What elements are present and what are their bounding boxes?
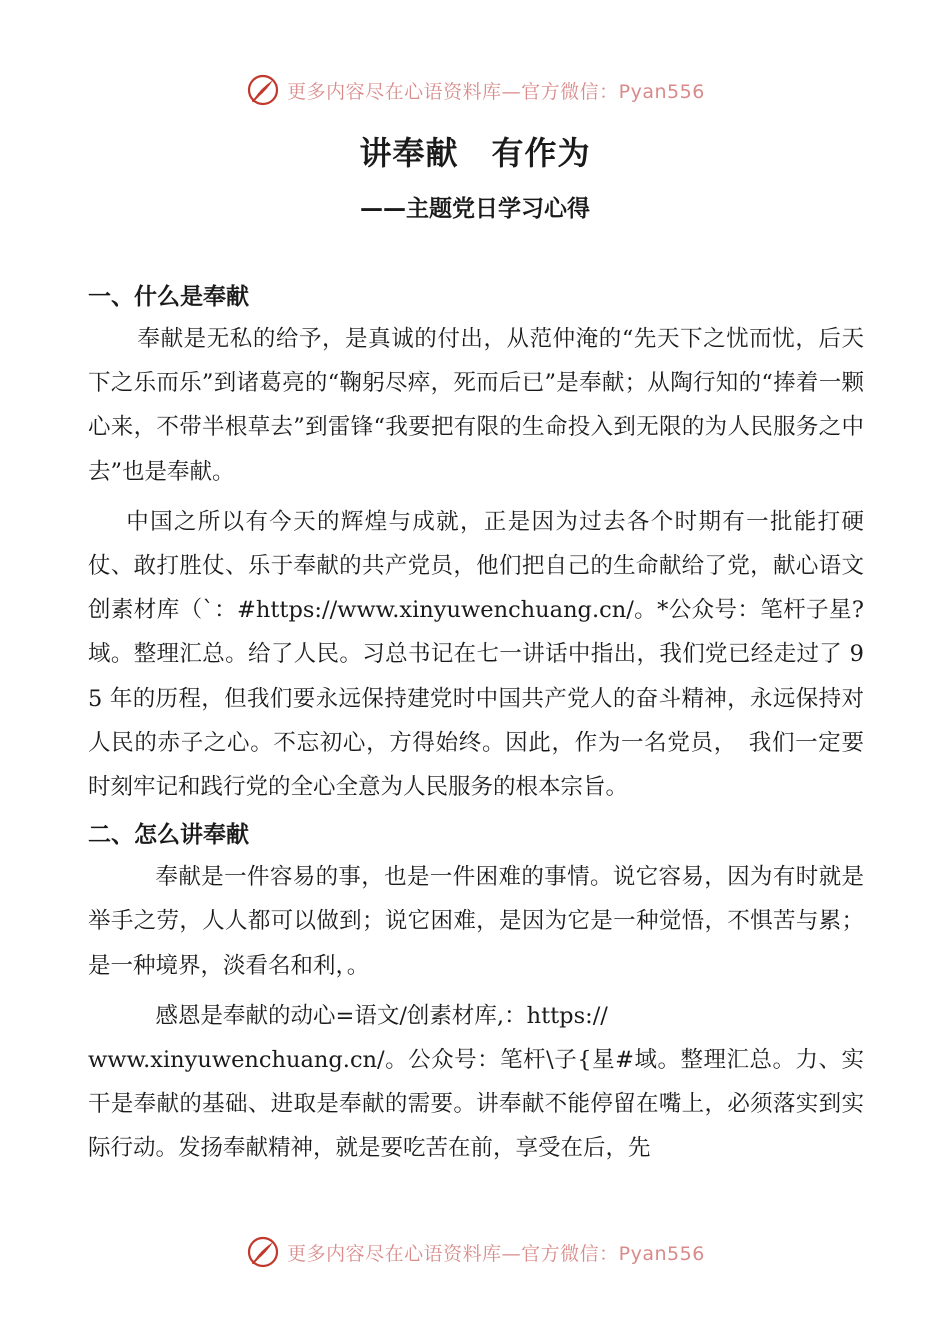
watermark-label: 更多内容尽在心语资料库—官方微信： bbox=[287, 1242, 619, 1265]
quill-logo-icon bbox=[245, 72, 281, 108]
section2-paragraph-2-line1: 感恩是奉献的动心=语文/创素材库,：https:// bbox=[155, 1002, 608, 1029]
section1-paragraph-2: 中国之所以有今天的辉煌与成就，正是因为过去各个时期有一批能打硬仗、敢打胜仗、乐于奉献的共产党员，他们把自己的生命献给了党，献心语文创素材库（`：#https://www.xinyuwenchuang.cn/。*公众号：笔杆子星?域。整理汇总。给了人民。习总书记在七一讲话中指出，我们党已经走过了 95 年的历程，但我们要永远保持建党时中国共产党人的奋斗精神，永远保持对人民的赤子之心。不忘初心，方得始终。因此，作为一名党员， 我们一定要时刻牢记和践行党的全心全意为人民服务的根本宗旨。 bbox=[88, 508, 864, 801]
bottom-watermark-banner bbox=[0, 1232, 950, 1272]
section-heading-2: 二、怎么讲奉献 bbox=[88, 822, 249, 849]
page-title: 讲奉献 有作为 bbox=[359, 134, 591, 172]
watermark-handle: Pyan556 bbox=[618, 1242, 705, 1265]
document-body bbox=[88, 277, 864, 1171]
top-watermark-banner bbox=[0, 70, 950, 110]
section2-paragraph-1: 奉献是一件容易的事，也是一件困难的事情。说它容易，因为有时就是举手之劳，人人都可以做到；说它困难，是因为它是一种觉悟，不惧苦与累；是一种境界，淡看名和利，。 bbox=[88, 864, 864, 979]
watermark-text bbox=[287, 1239, 705, 1266]
section-heading-1: 一、什么是奉献 bbox=[88, 284, 249, 310]
section2-paragraph-2-rest: www.xinyuwenchuang.cn/。公众号：笔杆\子{星#域。整理汇总。力、实干是奉献的基础、进取是奉献的需要。讲奉献不能停留在嘴上，必须落实到实际行动。发扬奉献精神，就是要吃苦在前，享受在后，先 bbox=[88, 1047, 864, 1162]
watermark-text bbox=[287, 77, 705, 104]
page-subtitle: ——主题党日学习心得 bbox=[360, 196, 590, 222]
watermark-label: 更多内容尽在心语资料库—官方微信： bbox=[287, 80, 619, 103]
quill-logo-icon bbox=[245, 1234, 281, 1270]
section1-paragraph-1: 奉献是无私的给予，是真诚的付出，从范仲淹的“先天下之忧而忧，后天下之乐而乐”到诸葛亮的“鞠躬尽瘁，死而后已”是奉献；从陶行知的“捧着一颗心来，不带半根草去”到雷锋“我要把有限的生命投入到无限的为人民服务之中去”也是奉献。 bbox=[88, 326, 864, 485]
watermark-handle: Pyan556 bbox=[618, 80, 705, 103]
